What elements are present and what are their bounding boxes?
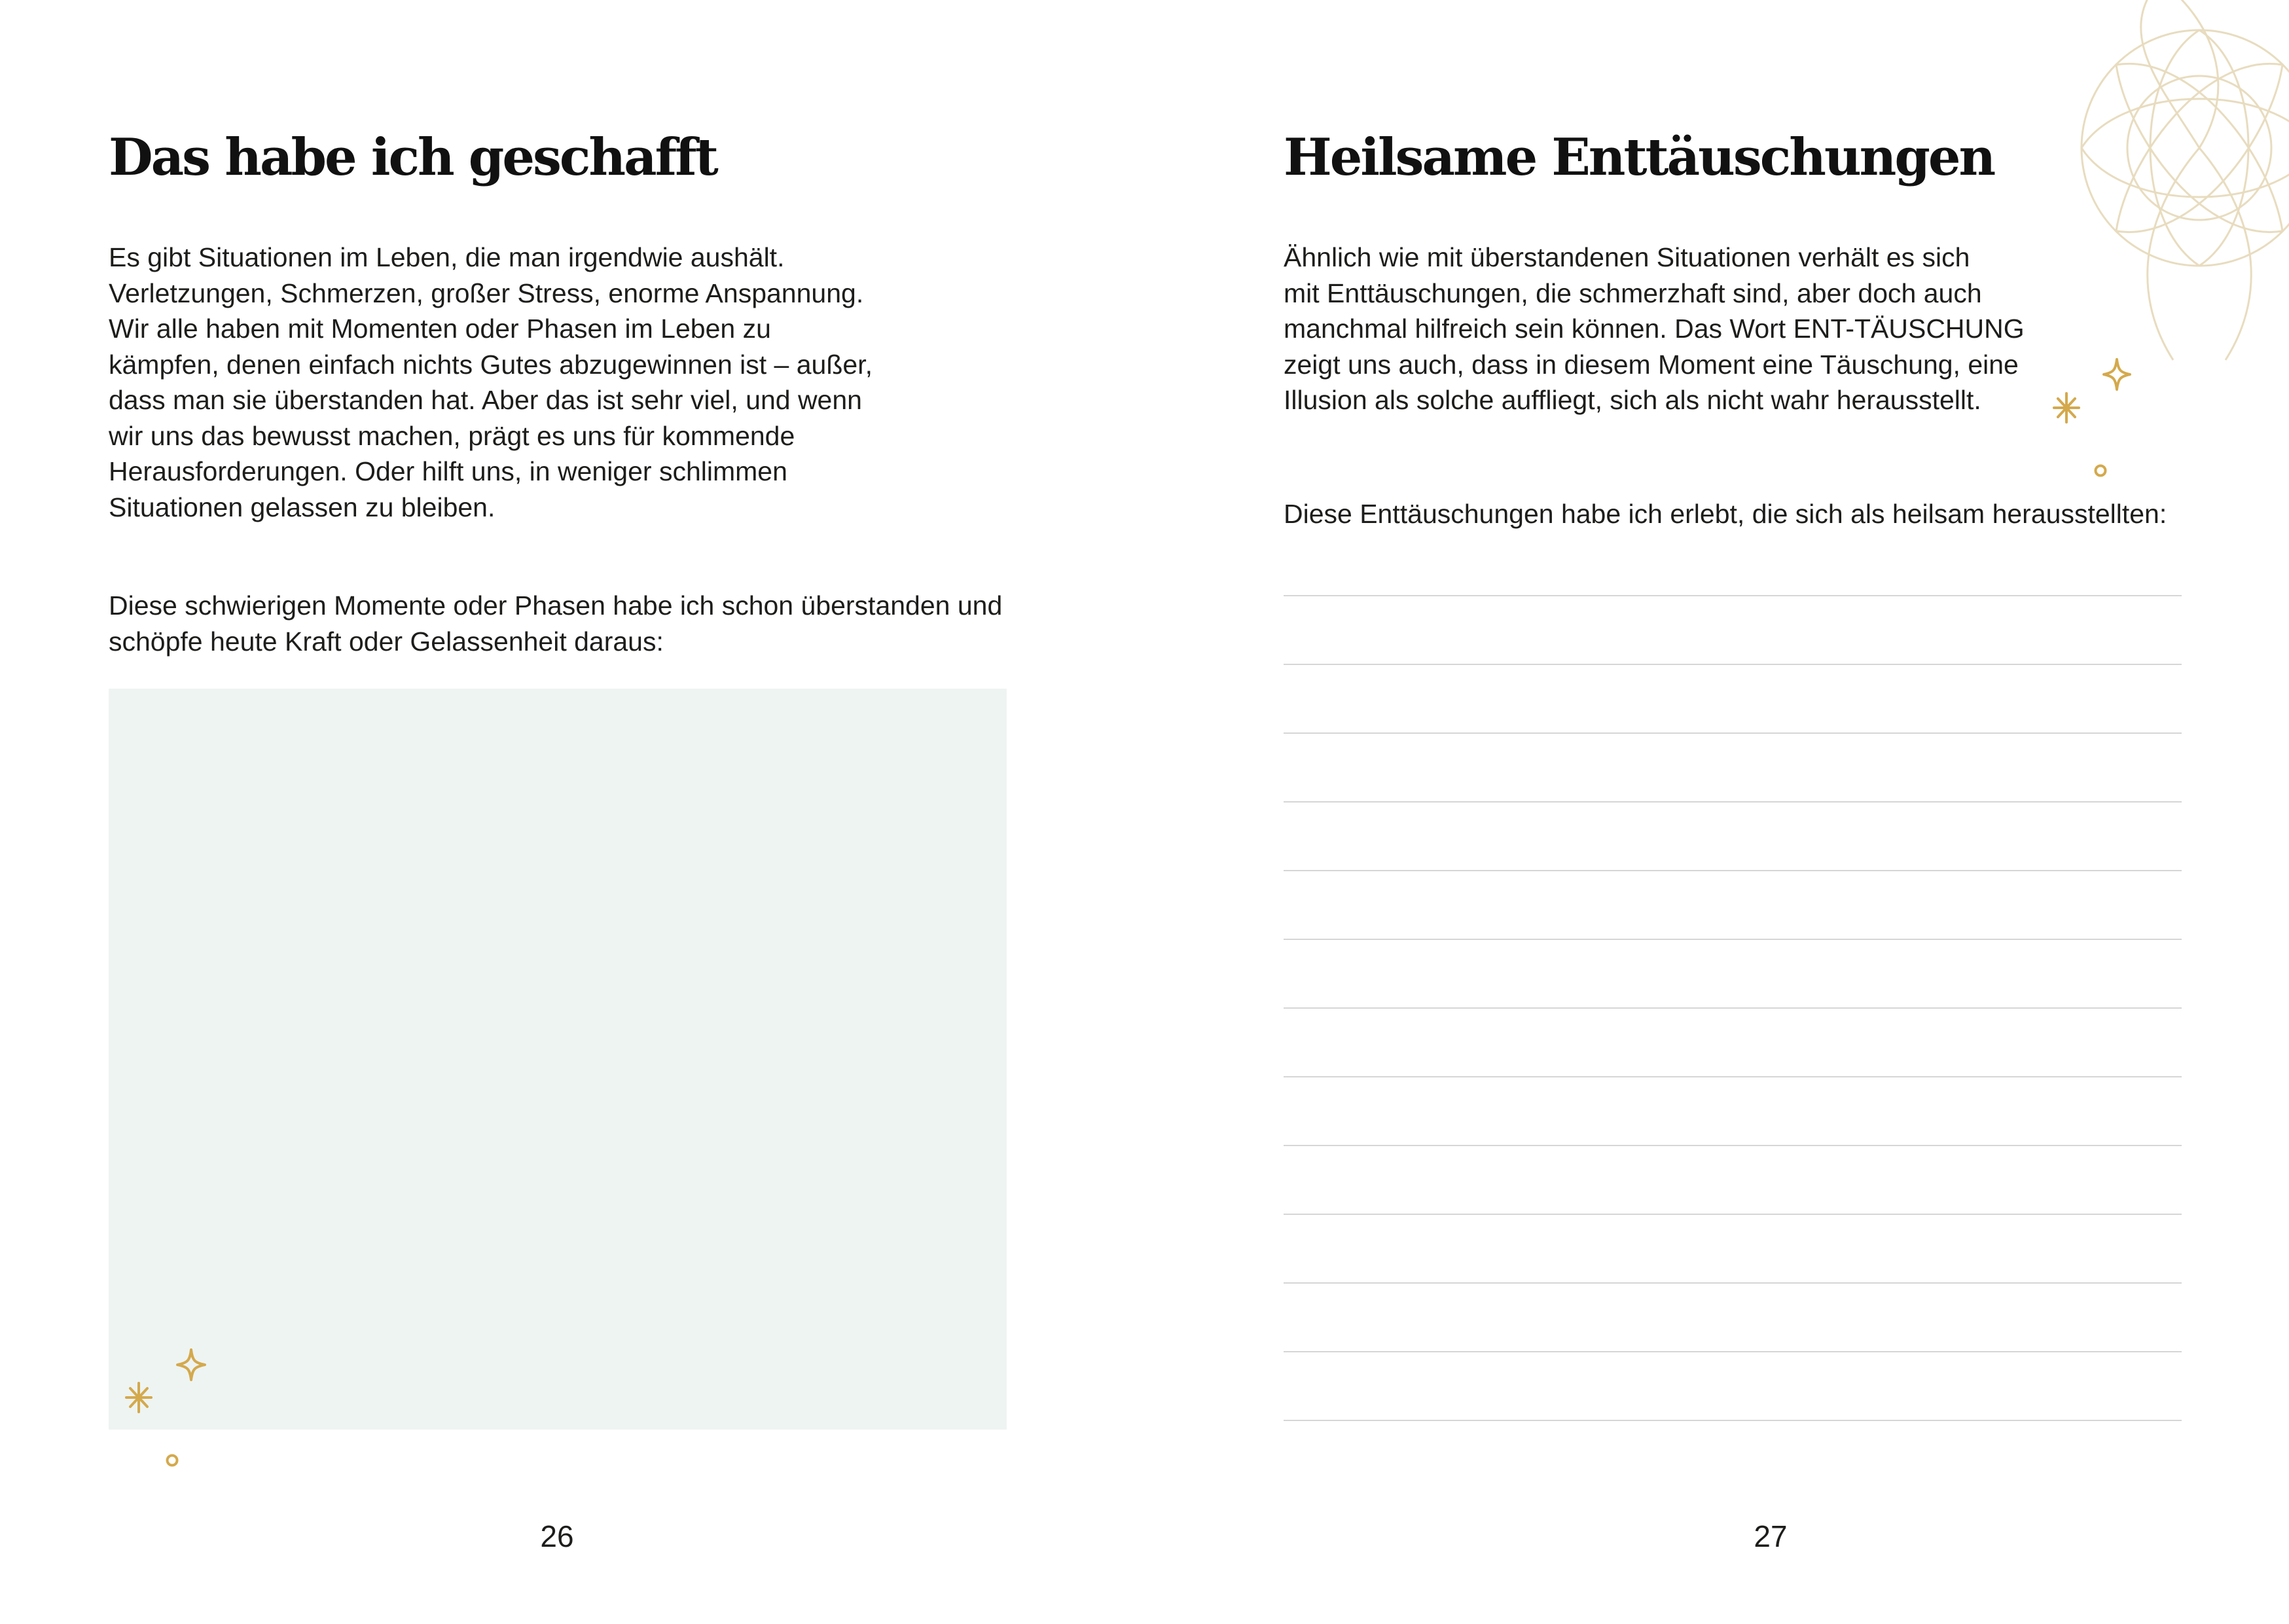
right-writing-prompt [1284, 496, 2193, 532]
writing-line[interactable] [1284, 1007, 2182, 1076]
intro-line: wir uns das bewusst machen, prägt es uns für kommende [109, 420, 795, 451]
right-intro-paragraph [1284, 240, 2063, 418]
ring-dot-icon [2093, 463, 2108, 478]
writing-line[interactable] [1284, 1420, 2182, 1421]
left-writing-prompt [109, 588, 1018, 659]
intro-line: Es gibt Situationen im Leben, die man irgendwie aushält. [109, 242, 785, 272]
intro-line: mit Enttäuschungen, die schmerzhaft sind, aber doch auch [1284, 278, 1982, 308]
writing-lines[interactable] [1284, 595, 2182, 1421]
page-number: 26 [540, 1519, 574, 1553]
writing-box[interactable] [109, 689, 1007, 1430]
sparkle-star-icon [2102, 358, 2131, 391]
writing-line[interactable] [1284, 1351, 2182, 1420]
prompt-line: Diese Enttäuschungen habe ich erlebt, die sich als heilsam herausstellten: [1284, 499, 2167, 529]
page-number: 27 [1754, 1519, 1788, 1553]
writing-line[interactable] [1284, 1145, 2182, 1214]
writing-line[interactable] [1284, 1282, 2182, 1351]
writing-line[interactable] [1284, 1214, 2182, 1282]
intro-line: Ähnlich wie mit überstandenen Situationen verhält es sich [1284, 242, 1970, 272]
left-page-title: Das habe ich geschafft [109, 128, 717, 187]
intro-line: kämpfen, denen einfach nichts Gutes abzugewinnen ist – außer, [109, 349, 873, 380]
writing-line[interactable] [1284, 732, 2182, 801]
writing-line[interactable] [1284, 870, 2182, 939]
writing-line[interactable] [1284, 1076, 2182, 1145]
ring-dot-icon [165, 1453, 179, 1468]
writing-line[interactable] [1284, 664, 2182, 732]
sparkle-star-icon [176, 1348, 206, 1381]
intro-line: Situationen gelassen zu bleiben. [109, 492, 496, 522]
left-page [0, 0, 1144, 1624]
prompt-line: Diese schwierigen Momente oder Phasen habe ich schon überstanden und [109, 590, 1003, 621]
right-page-title: Heilsame Enttäuschungen [1284, 128, 1994, 187]
asterisk-star-icon [124, 1381, 153, 1414]
intro-line: Wir alle haben mit Momenten oder Phasen im Leben zu [109, 314, 771, 344]
writing-line[interactable] [1284, 801, 2182, 870]
asterisk-star-icon [2052, 391, 2081, 424]
intro-line: dass man sie überstanden hat. Aber das ist sehr viel, und wenn [109, 385, 862, 415]
writing-line[interactable] [1284, 939, 2182, 1007]
intro-line: Herausforderungen. Oder hilft uns, in weniger schlimmen [109, 456, 787, 486]
writing-line[interactable] [1284, 595, 2182, 664]
prompt-line: schöpfe heute Kraft oder Gelassenheit daraus: [109, 626, 664, 657]
right-page [1145, 0, 2289, 1624]
intro-line: Verletzungen, Schmerzen, großer Stress, enorme Anspannung. [109, 278, 864, 308]
intro-line: Illusion als solche auffliegt, sich als nicht wahr herausstellt. [1284, 385, 1981, 415]
intro-line: manchmal hilfreich sein können. Das Wort ENT-TÄUSCHUNG [1284, 314, 2025, 344]
intro-line: zeigt uns auch, dass in diesem Moment eine Täuschung, eine [1284, 349, 2019, 380]
left-intro-paragraph [109, 240, 881, 525]
